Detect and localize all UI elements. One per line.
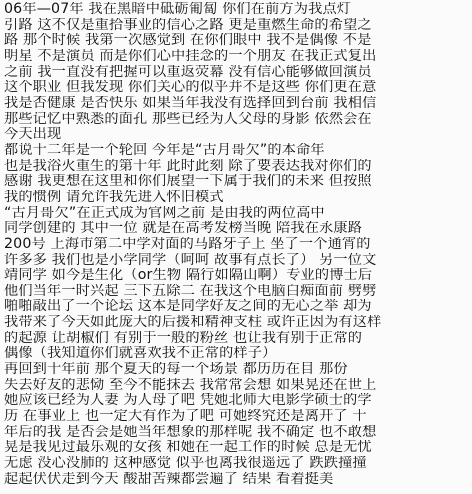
text-line: 晃是我见过最乐观的女孩 和她在一起工作的时候 总是无忧: [4, 440, 372, 456]
text-line: 再回到十年前 那个夏天的每一个场景 都历历在目 那份: [4, 362, 348, 378]
text-line: 年后的我 是否会是她当年想象的那样呢 我不确定 也不敢想: [4, 424, 377, 440]
text-line: 06年—07年 我在黑暗中砥砺匍匐 你们在前方为我点灯: [4, 2, 352, 17]
text-line: 之前 我一直没有把握可以重返荧幕 没有信心能够做回演员: [4, 64, 372, 80]
text-line: 他们当年一时兴起 三下五除二 在我这个电脑白痴面前 劈劈: [4, 283, 377, 299]
text-line: 这个职业 但我发现 你们关心的似乎并不是这些 你们更在意: [4, 80, 377, 96]
text-line: 无虑 没心没肺的 这种感觉 似乎也离我很遥远了 跌跌撞撞: [4, 456, 367, 472]
text-line: 我的惯例 请允许我先进入怀旧模式: [4, 189, 224, 205]
text-line: 偶像（我知道你们就喜欢我不正常的样子）: [4, 346, 277, 362]
text-line: 那些记忆中熟悉的面孔 那些已经为人父母的身影 依然会在: [4, 111, 372, 127]
text-line: 引路 这不仅是重拾事业的信心之路 更是重燃生命的希望之: [4, 17, 372, 33]
text-line: 的起源 让胡椒们 有别于一般的粉丝 也让我有别于正常的: [4, 330, 363, 346]
text-line: 啪啪敲出了一个论坛 这本是同学好友之间的无心之举 却为: [4, 299, 372, 315]
text-line: 200号 上海市第二中学对面的马路牙子上 坐了一个通宵的: [4, 236, 371, 252]
text-line: 感谢 我更想在这里和你们展望一下属于我们的未来 但按照: [4, 174, 372, 190]
text-line: 她应该已经为人妻 为人母了吧 凭她北师大电影学硕士的学: [4, 393, 372, 409]
text-line: 许多多 我们也是小学同学（呵呵 故事有点长了） 另一位文: [4, 252, 377, 268]
text-line: 都说十二年是一个轮回 今年是“古月哥欠”的本命年: [4, 142, 325, 158]
text-line: 起起伏伏走到今天 酸甜苦辣都尝遍了 结果 看着挺美: [4, 471, 334, 487]
text-line: 我是否健康 是否快乐 如果当年我没有选择回到台前 我相信: [4, 95, 377, 111]
text-line: 靖同学 如今是生化（or生物 隔行如隔山啊）专业的博士后: [4, 268, 373, 284]
text-line: 失去好友的悲恸 至今不能抹去 我常常会想 如果晃还在世上: [4, 377, 377, 393]
text-line: 也是我浴火重生的第十年 此时此刻 除了要表达我对你们的: [4, 158, 372, 174]
text-line: 路 那个时候 我第一次感觉到 在你们眼中 我不是偶像 不是: [4, 33, 372, 49]
text-line: 今天出现: [4, 127, 62, 143]
text-line: 明星 不是演员 而是你们心中挂念的一个朋友 在我正式复出: [4, 48, 377, 64]
text-line: 历 在事业上 也一定大有作为了吧 可她终究还是离开了 十: [4, 409, 367, 425]
text-line: 我带来了今天如此庞大的后援和精神支柱 或许正因为有这样: [4, 315, 382, 331]
text-line: 同学创建的 其中一位 就是在高考发榜当晚 陪我在永康路: [4, 221, 363, 237]
text-line: “古月哥欠”在正式成为官网之前 是由我的两位高中: [4, 205, 325, 221]
